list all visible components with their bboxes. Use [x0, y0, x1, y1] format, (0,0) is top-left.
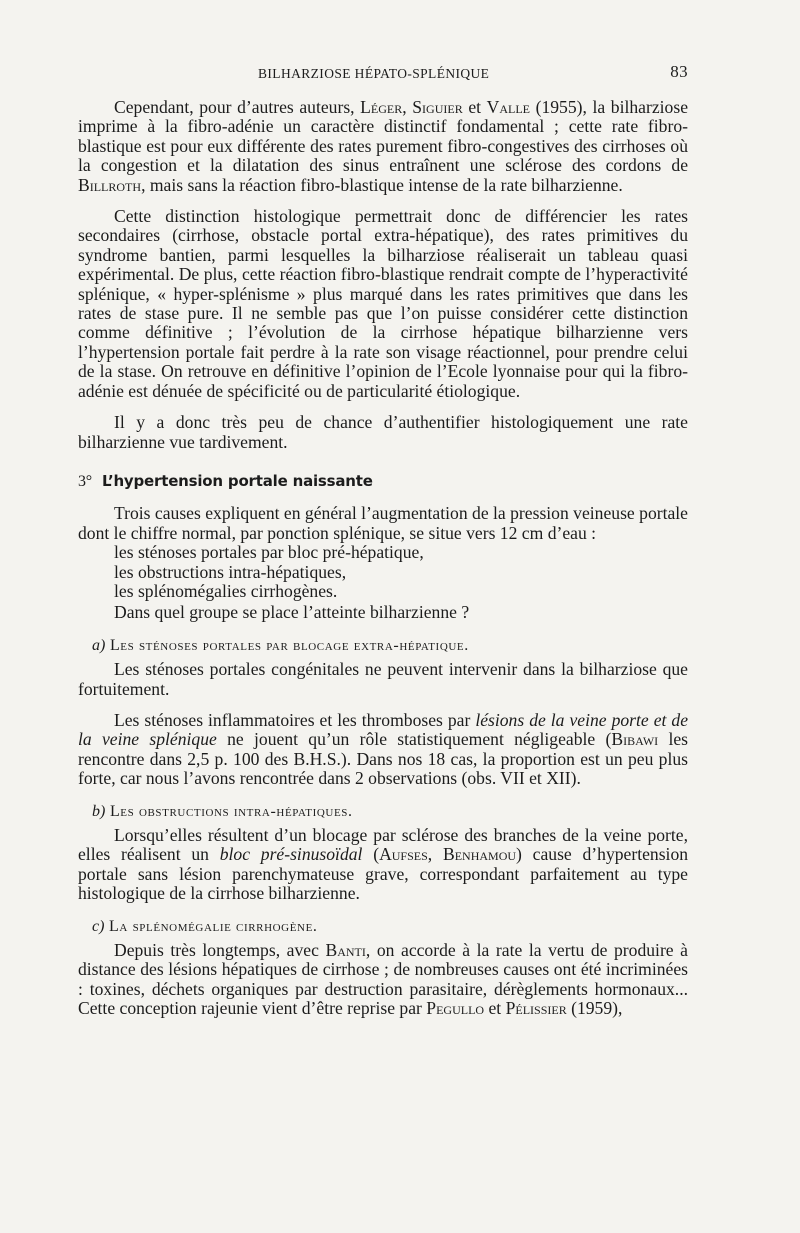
- author-name: Léger: [360, 97, 403, 117]
- author-name: Valle: [486, 97, 530, 117]
- italic-term: bloc pré-sinusoïdal: [219, 844, 363, 865]
- running-title: BILHARZIOSE HÉPATO-SPLÉNIQUE: [258, 66, 490, 81]
- subheading-b: b) Les obstructions intra-hépatiques.: [92, 802, 353, 820]
- page-number: 83: [670, 62, 688, 81]
- paragraph-1: Cependant, pour d’autres auteurs, Léger, Siguier et Valle (1955), la bilharziose imprime à la fibro-adénie un caractère distinctif fondamental ; cette rate fibro-blastique est pour eux différente des rates purement fibro-congestives des cirrhoses où la congestion et la dilatation des sinus entraînent une sclérose des cordons de Billroth, mais sans la réaction fibro-blastique intense de la rate bilharzienne.: [78, 97, 688, 195]
- author-name: Pélissier: [505, 998, 567, 1019]
- author-name: Banti: [325, 940, 366, 961]
- paragraph-5: Dans quel groupe se place l’atteinte bilharzienne ?: [114, 602, 470, 623]
- causes-list: [78, 543, 688, 601]
- list-item: les splénomégalies cirrhogènes.: [114, 580, 338, 601]
- paragraph-3: Il y a donc très peu de chance d’authentifier histologiquement une rate bilharzienne vue tardivement.: [78, 412, 688, 452]
- paragraph-8: Lorsqu’elles résultent d’un blocage par sclérose des branches de la veine porte, elles réalisent un bloc pré-sinusoïdal (Aufses, Benhamou) cause d’hypertension portale sans lésion parenchymateuse grave, correspondant parfaitement au type histologique de la cirrhose bilharzienne.: [78, 825, 689, 904]
- section-title: L’hypertension portale naissante: [102, 471, 373, 490]
- author-name: Bibawi: [611, 729, 659, 750]
- list-item: les obstructions intra-hépatiques,: [114, 561, 347, 582]
- author-name: Siguier: [412, 97, 463, 117]
- author-name: Benhamou: [442, 844, 517, 865]
- paragraph-9: Depuis très longtemps, avec Banti, on accorde à la rate la vertu de produire à distance des lésions hépatiques de cirrhose ; de nombreuses causes ont été incriminées : toxines, déchets organiques par destruction parasitaire, dérèglements hormonaux... Cette conception rajeunie vient d’être reprise par Pegullo et Pélissier (1959),: [78, 940, 688, 1019]
- author-name: Pegullo: [426, 998, 485, 1019]
- section-heading: [78, 472, 688, 491]
- list-item: les sténoses portales par bloc pré-hépatique,: [114, 542, 424, 563]
- page-body: [78, 98, 688, 1031]
- italic-term: lésions de la veine porte et de la veine splénique: [78, 709, 688, 750]
- subheading-a: a) Les sténoses portales par blocage extra-hépatique.: [92, 636, 469, 654]
- section-number: 3°: [78, 472, 92, 490]
- running-header: [78, 62, 688, 84]
- paragraph-7: Les sténoses inflammatoires et les thromboses par lésions de la veine porte et de la veine splénique ne jouent qu’un rôle statistiquement négligeable (Bibawi les rencontre dans 2,5 p. 100 des B.H.S.). Dans nos 18 cas, la proportion est un peu plus forte, car nous l’avons rencontrée dans 2 observations (obs. VII et XII).: [78, 709, 688, 789]
- paragraph-4: Trois causes expliquent en général l’augmentation de la pression veineuse portale dont le chiffre normal, par ponction splénique, se situe vers 12 cm d’eau :: [78, 503, 688, 543]
- subheading-c: c) La splénomégalie cirrhogène.: [92, 917, 318, 935]
- paragraph-2: Cette distinction histologique permettrait donc de différencier les rates secondaires (cirrhose, obstacle portal extra-hépatique), des rates primitives du syndrome bantien, parmi lesquelles la bilharziose réaliserait un tableau quasi expérimental. De plus, cette réaction fibro-blastique rendrait compte de l’hyperactivité splénique, « hyper-splénisme » plus marqué dans les rates primitives que dans les rates de stase pure. Il ne semble pas que l’on puisse considérer cette distinction comme définitive ; l’évolution de la cirrhose hépatique bilharzienne vers l’hypertension portale fait perdre à la rate son visage réactionnel, pour prendre celui de la stase. On retrouve en définitive l’opinion de l’Ecole lyonnaise pour qui la fibro-adénie est dénuée de spécificité ou de particularité étiologique.: [78, 206, 688, 401]
- paragraph-6: Les sténoses portales congénitales ne peuvent intervenir dans la bilharziose que fortuitement.: [78, 659, 688, 699]
- author-name: Billroth: [78, 174, 142, 195]
- author-name: Aufses: [379, 844, 428, 865]
